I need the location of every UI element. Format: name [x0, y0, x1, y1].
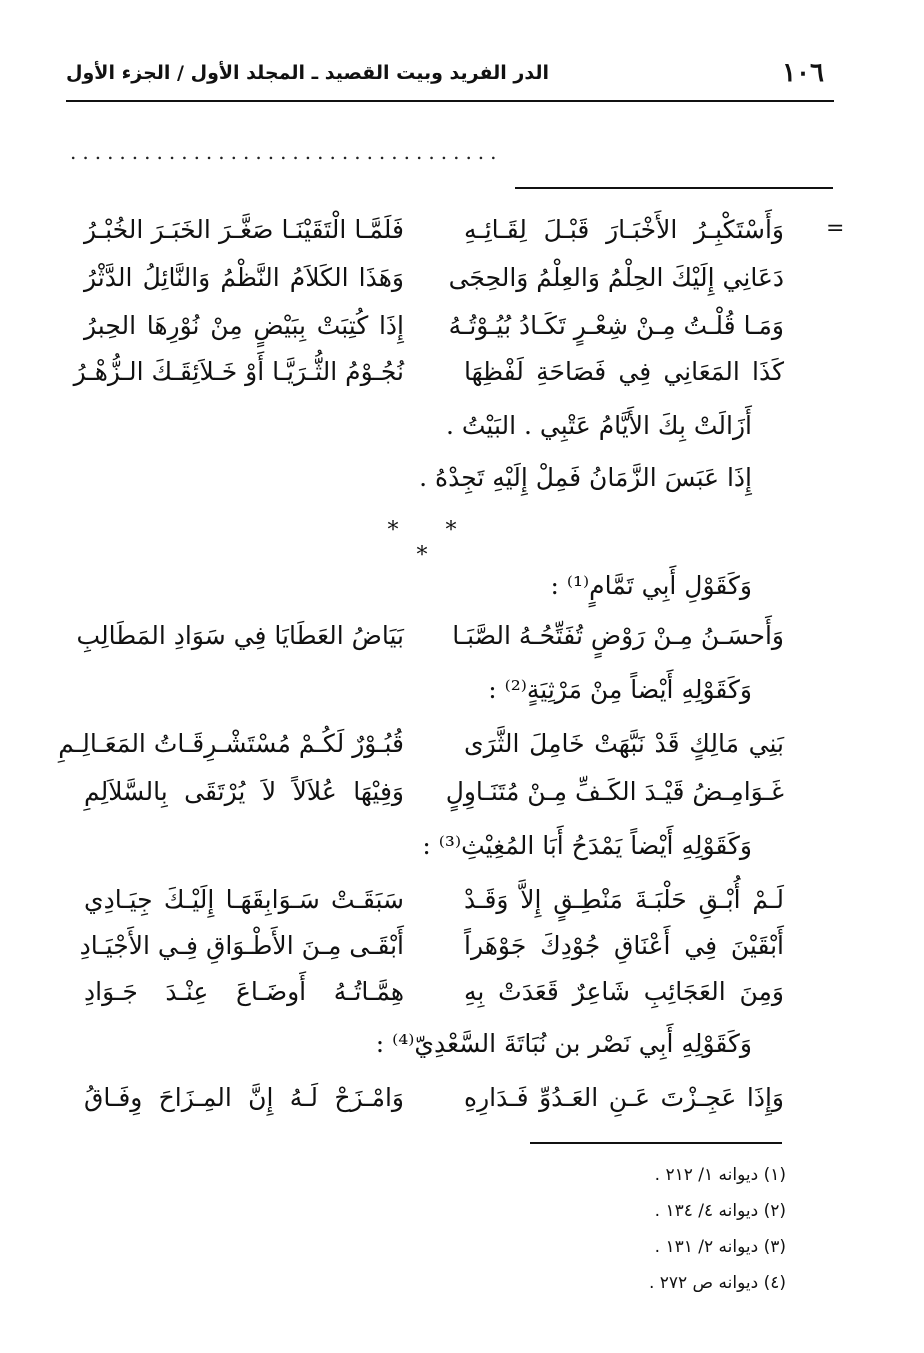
verse-sadr: وَأَحسَـنُ مِـنْ رَوْضٍ تُفَتِّحُـهُ الصَّبَـا — [452, 621, 784, 650]
verse-line — [84, 878, 784, 922]
verse-sadr: لَـمْ أُبْـقِ حَلْبَـةَ مَنْطِـقٍ إِلاَّ وَقَـدْ — [464, 885, 784, 914]
dotted-separator: ................................... — [70, 140, 503, 164]
verse-ajuz: سَبَقَـتْ سَـوَابِقَهَـا إِلَيْـكَ جِيَـادِي — [84, 885, 404, 914]
verse-sadr: وَإِذَا عَجِـزْتَ عَـنِ العَـدُوِّ فَـدَارِهِ — [464, 1083, 784, 1112]
section-divider-stars: * * * — [387, 518, 477, 568]
header-rule — [66, 100, 834, 102]
verse-line — [84, 304, 784, 348]
page-number: ١٠٦ — [782, 58, 824, 88]
verse-line — [73, 350, 784, 394]
verse-line — [84, 256, 784, 300]
verse-sadr: دَعَانِي إِلَيْكَ الحِلْمُ وَالعِلْمُ وَالحِجَى — [448, 263, 784, 292]
continued-footnote-rule — [515, 187, 833, 189]
verse-sadr: أَبْقَيْنَ فِي أَعْنَاقِ جُوْدِكَ جَوْهَراً — [464, 931, 784, 960]
footnote: (٣) ديوانه ٢/ ١٣١ . — [654, 1237, 786, 1257]
verse-line — [76, 614, 784, 658]
verse-line — [84, 208, 784, 252]
verse-sadr: غَـوَامِـضُ قَيْـدَ الكَـفِّ مِـنْ مُتَنَـاوِلٍ — [445, 777, 784, 806]
verse-ajuz: وَفِيْهَا عُلاَلاً لاَ يُرْتَقَى بِالسَّلاَلِمِ — [84, 777, 404, 806]
verse-ajuz: وَامْـزَحْ لَـهُ إِنَّ المِـزَاحَ وِفَـاقُ — [84, 1083, 404, 1112]
footnote: (٢) ديوانه ٤/ ١٣٤ . — [654, 1201, 786, 1221]
verse-line — [84, 1076, 784, 1120]
verse-ajuz: وَهَذَا الكَلاَمُ النَّظْمُ وَالنَّائِلُ الدَّثْرُ — [84, 263, 404, 292]
verse-sadr: كَذَا المَعَانِي فِي فَصَاحَةِ لَفْظِهَا — [464, 357, 784, 386]
page-header — [66, 58, 824, 92]
verse-sadr: وَمِنَ العَجَائِبِ شَاعِرٌ قَعَدَتْ بِهِ — [464, 977, 784, 1006]
verse-ajuz: نُجُـوْمُ الثُّـرَيَّـا أَوْ خَـلاَئِقَـكَ الـزُّهْـرُ — [73, 357, 404, 386]
prose-line: إِذَا عَبَسَ الزَّمَانُ فَمِلْ إِلَيْهِ تَجِدْهُ . — [419, 463, 752, 492]
verse-sadr: بَنِي مَالِكٍ قَدْ نَبَّهَتْ خَامِلَ الثَّرَى — [464, 729, 784, 758]
verse-line — [58, 722, 784, 766]
intro-line: وَكَقَوْلِهِ أَيْضاً مِنْ مَرْثِيَةٍ⁽²⁾ : — [488, 675, 752, 704]
intro-line: وَكَقَوْلِ أَبِي تَمَّامٍ⁽¹⁾ : — [550, 571, 752, 600]
intro-line: وَكَقَوْلِهِ أَبِي نَصْر بن نُبَاتَةَ السَّعْدِيّ⁽⁴⁾ : — [375, 1029, 752, 1058]
running-title: الدر الفريد وبيت القصيد ـ المجلد الأول / الجزء الأول — [66, 62, 549, 84]
footnote-rule — [530, 1142, 782, 1144]
footnote: (٤) ديوانه ص ٢٧٢ . — [648, 1273, 786, 1293]
verse-sadr: وَأَسْتَكْبِـرُ الأَخْبَـارَ قَبْـلَ لِقَـائِـهِ — [464, 215, 784, 244]
intro-line: وَكَقَوْلِهِ أَيْضاً يَمْدَحُ أَبَا المُغِيْثِ⁽³⁾ : — [422, 831, 752, 860]
continuation-mark: = — [826, 216, 845, 241]
verse-ajuz: أَبْقَـى مِـنَ الأَطْـوَاقِ فِـي الأَجْيَـادِ — [79, 931, 404, 960]
verse-line — [84, 970, 784, 1014]
verse-ajuz: فَلَمَّـا الْتَقَيْنَـا صَغَّـرَ الخَبَـرَ الخُبْـرُ — [84, 215, 404, 244]
verse-ajuz: هِمَّـاتُـهُ أَوضَـاعَ عِنْـدَ جَـوَادِ — [84, 977, 404, 1006]
verse-line — [79, 924, 784, 968]
verse-line — [84, 770, 784, 814]
verse-ajuz: قُبُـوْرٌ لَكُـمْ مُسْتَشْـرِقَـاتُ المَعَـالِـمِ — [58, 729, 404, 758]
verse-sadr: وَمَـا قُلْـتُ مِـنْ شِعْـرٍ تَكَـادُ بُيُـوْتُـهُ — [448, 311, 784, 340]
verse-ajuz: إِذَا كُتِبَتْ بِبَيْضٍ مِنْ نُوْرِهَا الحِبرُ — [84, 311, 404, 340]
prose-line: أَزَالَتْ بِكَ الأَيَّامُ عَتْبِي . البَيْتُ . — [445, 411, 752, 440]
verse-ajuz: بَيَاضُ العَطَايَا فِي سَوَادِ المَطَالِبِ — [76, 621, 404, 650]
footnote: (١) ديوانه ١/ ٢١٢ . — [654, 1165, 786, 1185]
